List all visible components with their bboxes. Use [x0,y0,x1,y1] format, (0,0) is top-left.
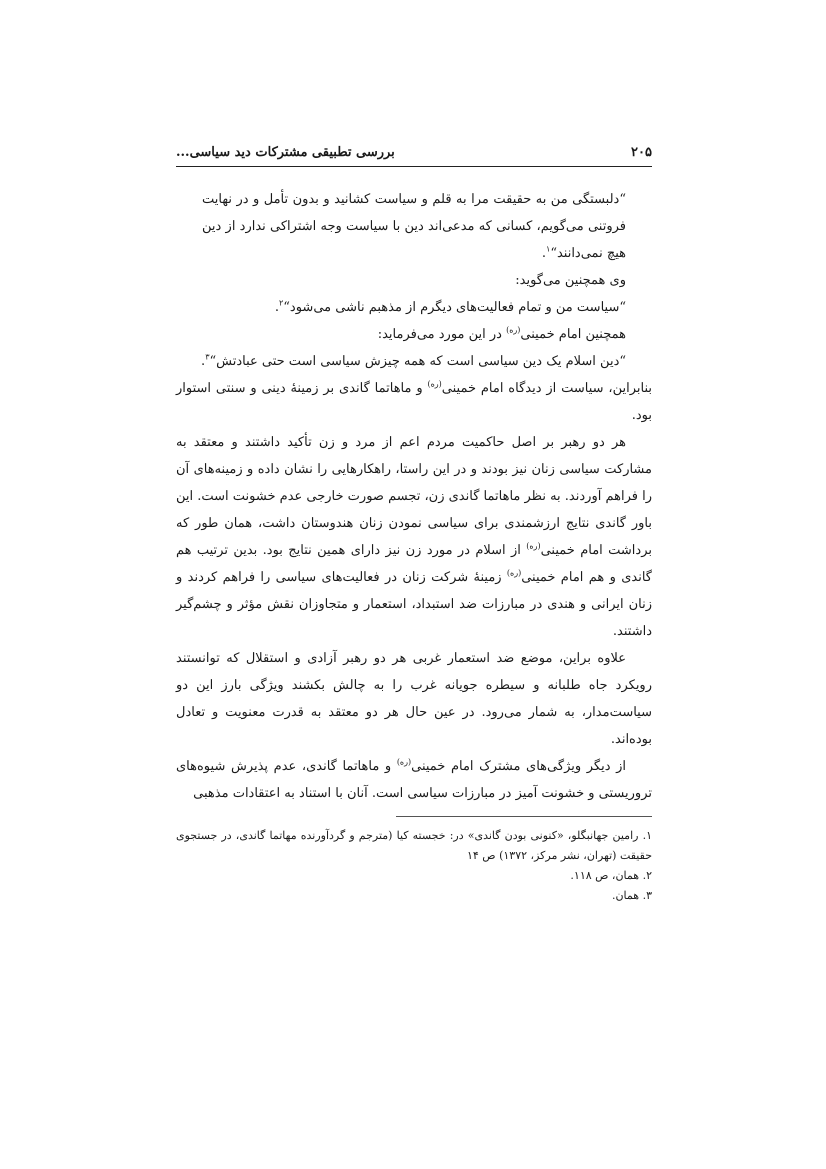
intro-line-3-b: در این مورد می‌فرماید: [377,327,507,342]
intro-line-2: وی همچنین می‌گوید: [515,273,626,288]
quote-2: “سیاست من و تمام فعالیت‌های دیگرم از مذهبم ناشی می‌شود“$^۲$. [274,298,626,315]
quote-1: “دلبستگی من به حقیقت مرا به قلم و سیاست کشانید و بدون تأمل و در نهایت فروتنی می‌گویم، کسانی که مدعی‌اند دین با سیاست وجه اشتراکی ندارد از دین هیچ نمی‌دانند“$^۱$. [202,192,626,261]
paragraph-3-a: از دیگر ویژگی‌های مشترک امام خمینی [411,759,627,774]
running-header [176,142,652,167]
footnote-2: ۲. همان، ص ۱۱۸. [570,869,652,882]
honorific-mark: (ره) [506,568,522,578]
footnote-1: ۱. رامین جهانبگلو، «کنونی بودن گاندی» در: خجسته کیا (مترجم و گردآورنده مهاتما گاندی، در جستجوی حقیقت (تهران، نشر مرکز، ۱۳۷۲) ص ۱۴ [176,829,652,862]
footnotes [176,826,652,906]
quote-3-text: “دین اسلام یک دین سیاسی است که همه چیزش سیاسی است حتی عبادتش“ [209,354,626,369]
footnote-ref-2: ۲ [278,298,284,308]
paragraph-1-b: از اسلام در مورد زن نیز دارای همین نتایج بود. بدین ترتیب هم گاندی و هم امام خمینی [176,543,652,585]
footnote-3: ۳. همان. [611,889,652,902]
footnote-ref-3: ۳ [205,352,210,362]
footnote-separator [396,816,652,817]
conclusion-line [176,375,652,429]
paragraph-2: علاوه براین، موضع ضد استعمار غربی هر دو رهبر آزادی و استقلال که توانستند رویکرد جاه طلبانه و سیطره جویانه غرب را به چالش بکشند ویژگی بارز این دو سیاست‌مدار، به شمار می‌رود. در عین حال هر دو معتقد به قدرت معنویت و تعادل بوده‌اند. [176,651,652,747]
paragraph-1-a: هر دو رهبر بر اصل حاکمیت مردم اعم از مرد و زن تأکید داشتند و معتقد به مشارکت سیاسی زنان نیز بودند و در این راستا، راهکارهایی را نشان داده و زمینه‌های آن را فراهم آوردند. به نظر ماهاتما گاندی زن، تجسم صورت خارجی عدم خشونت است. این باور گاندی نتایج ارزشمندی برای سیاسی نمودن زنان هندوستان داشت، همان طور که برداشت امام خمینی [175,435,652,558]
main-text [176,186,652,807]
paragraph-3 [176,753,652,807]
intro-line-3-a: همچنین امام خمینی [520,327,626,342]
paragraph-3-b: و ماهاتما گاندی، عدم پذیرش شیوه‌های تروریستی و خشونت آمیز در مبارزات سیاسی است. آنان با استناد به اعتقادات مذهبی [176,759,652,801]
quote-3: “دین اسلام یک دین سیاسی است که همه چیزش سیاسی است حتی عبادتش“$^۳$. [201,352,626,369]
paragraph-1-c: زمینهٔ شرکت زنان در فعالیت‌های سیاسی را فراهم کردند و زنان ایرانی و هندی در مبارزات ضد استبداد، استعمار و متجاوزان نقش مؤثر و چشم‌گیر داشتند. [176,570,652,639]
conclusion-a: بنابراین، سیاست از دیدگاه امام خمینی [441,381,652,396]
footnote-ref-1: ۱ [546,244,551,254]
honorific-mark: (ره) [396,757,412,767]
running-title: بررسی تطبیقی مشترکات دید سیاسی... [176,145,395,160]
honorific-mark: (ره) [506,325,521,335]
honorific-mark: (ره) [427,379,442,389]
quote-2-text: “سیاست من و تمام فعالیت‌های دیگرم از مذهبم ناشی می‌شود“ [283,300,626,315]
intro-line-3 [176,321,652,348]
page-number: ۲۰۵ [631,145,652,160]
honorific-mark: (ره) [526,541,541,551]
quote-1-text: “دلبستگی من به حقیقت مرا به قلم و سیاست کشانید و بدون تأمل و در نهایت فروتنی می‌گویم، کسانی که مدعی‌اند دین با سیاست وجه اشتراکی ندارد از دین هیچ نمی‌دانند“ [202,192,626,261]
paragraph-1 [176,429,652,645]
conclusion-b: و ماهاتما گاندی بر زمینهٔ دینی و سنتی استوار بود. [176,381,652,423]
